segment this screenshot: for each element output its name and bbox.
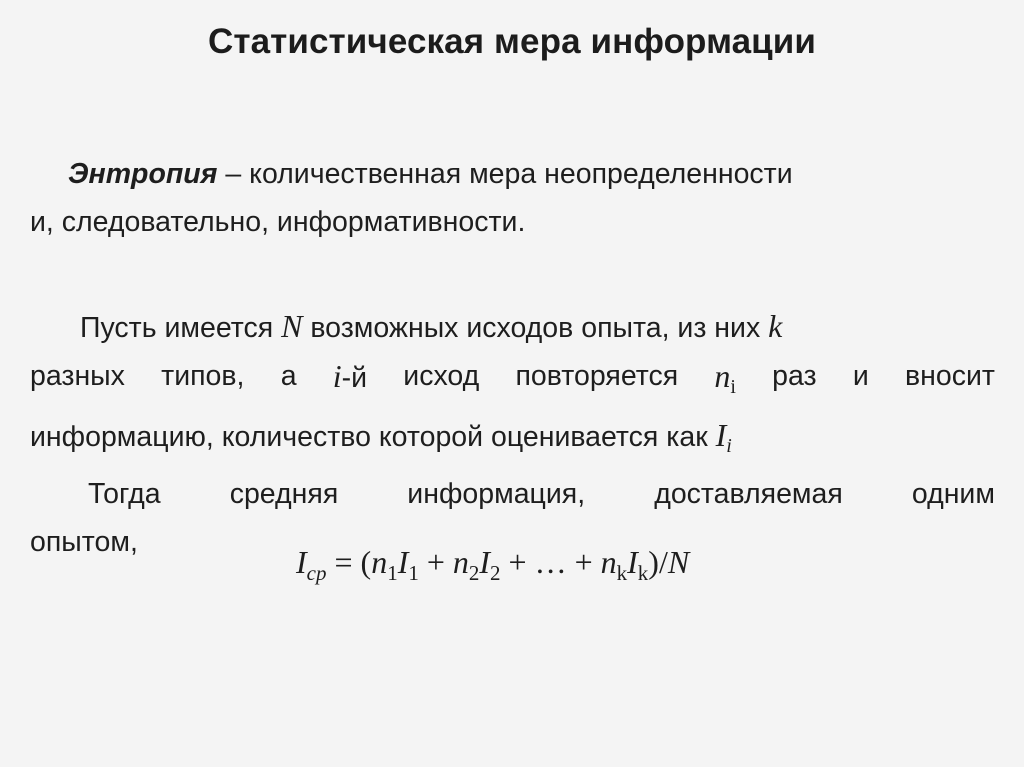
word: информация, — [407, 478, 586, 510]
symbol-I: I — [715, 417, 727, 453]
symbol-n: n — [714, 358, 731, 394]
text-fragment: информацию, количество которой оценивается как — [30, 421, 716, 453]
word: Тогда — [88, 478, 161, 510]
symbol-i: i — [332, 358, 342, 394]
slide-title: Статистическая мера информации — [207, 22, 817, 61]
definition-line-1 — [30, 150, 995, 198]
outcomes-line-5: опытом, — [30, 526, 138, 558]
symbol-k: k — [768, 308, 783, 344]
word: вносит — [904, 360, 995, 392]
formula-subscript: k — [637, 561, 649, 585]
outcomes-line-3 — [30, 411, 995, 470]
i-th-word — [333, 352, 367, 411]
formula-symbol: I — [479, 544, 491, 580]
formula-symbol: I — [627, 544, 638, 580]
subscript: i — [730, 376, 736, 398]
outcomes-line-4 — [30, 470, 995, 518]
formula-operator: = ( — [326, 544, 372, 580]
subscript: i — [726, 435, 732, 457]
formula-symbol: n — [371, 544, 388, 580]
text-fragment: Пусть имеется — [80, 312, 282, 344]
formula-operator: + — [418, 544, 453, 580]
word: повторяется — [515, 360, 679, 392]
formula-symbol: n — [452, 544, 469, 580]
formula-operator: )/ — [648, 544, 668, 580]
word: разных — [30, 360, 125, 392]
formula-subscript: 1 — [408, 561, 419, 585]
formula-symbol: I — [397, 544, 409, 580]
word: -й — [341, 362, 368, 394]
average-information-formula — [296, 544, 689, 586]
formula-subscript: 2 — [490, 561, 501, 585]
entropy-definition — [30, 150, 995, 246]
formula-operator: + … + — [500, 544, 601, 580]
formula-subscript: k — [616, 561, 628, 585]
text-fragment: возможных исходов опыта, из них — [302, 312, 769, 344]
formula-symbol: N — [667, 544, 690, 580]
word: одним — [911, 478, 995, 510]
symbol-N: N — [281, 308, 303, 344]
word: а — [280, 360, 297, 392]
outcomes-line-2 — [30, 352, 995, 411]
formula-subscript: 1 — [387, 561, 398, 585]
definition-line-2: и, следовательно, информативности. — [30, 206, 526, 238]
word: раз — [772, 360, 817, 392]
outcomes-line-1 — [30, 302, 995, 352]
word: и — [852, 360, 869, 392]
entropy-term: Энтропия — [68, 158, 218, 190]
formula-subscript: 2 — [468, 561, 480, 585]
word: типов, — [161, 360, 245, 392]
formula-subscript: ср — [306, 561, 327, 585]
outcomes-paragraph — [30, 302, 995, 566]
formula-symbol: n — [600, 544, 617, 580]
word: доставляемая — [654, 478, 843, 510]
formula-symbol: I — [296, 544, 307, 580]
word: средняя — [229, 478, 339, 510]
symbol-ni — [714, 352, 736, 411]
word: исход — [403, 360, 480, 392]
definition-text: – количественная мера неопределенности — [217, 158, 793, 190]
